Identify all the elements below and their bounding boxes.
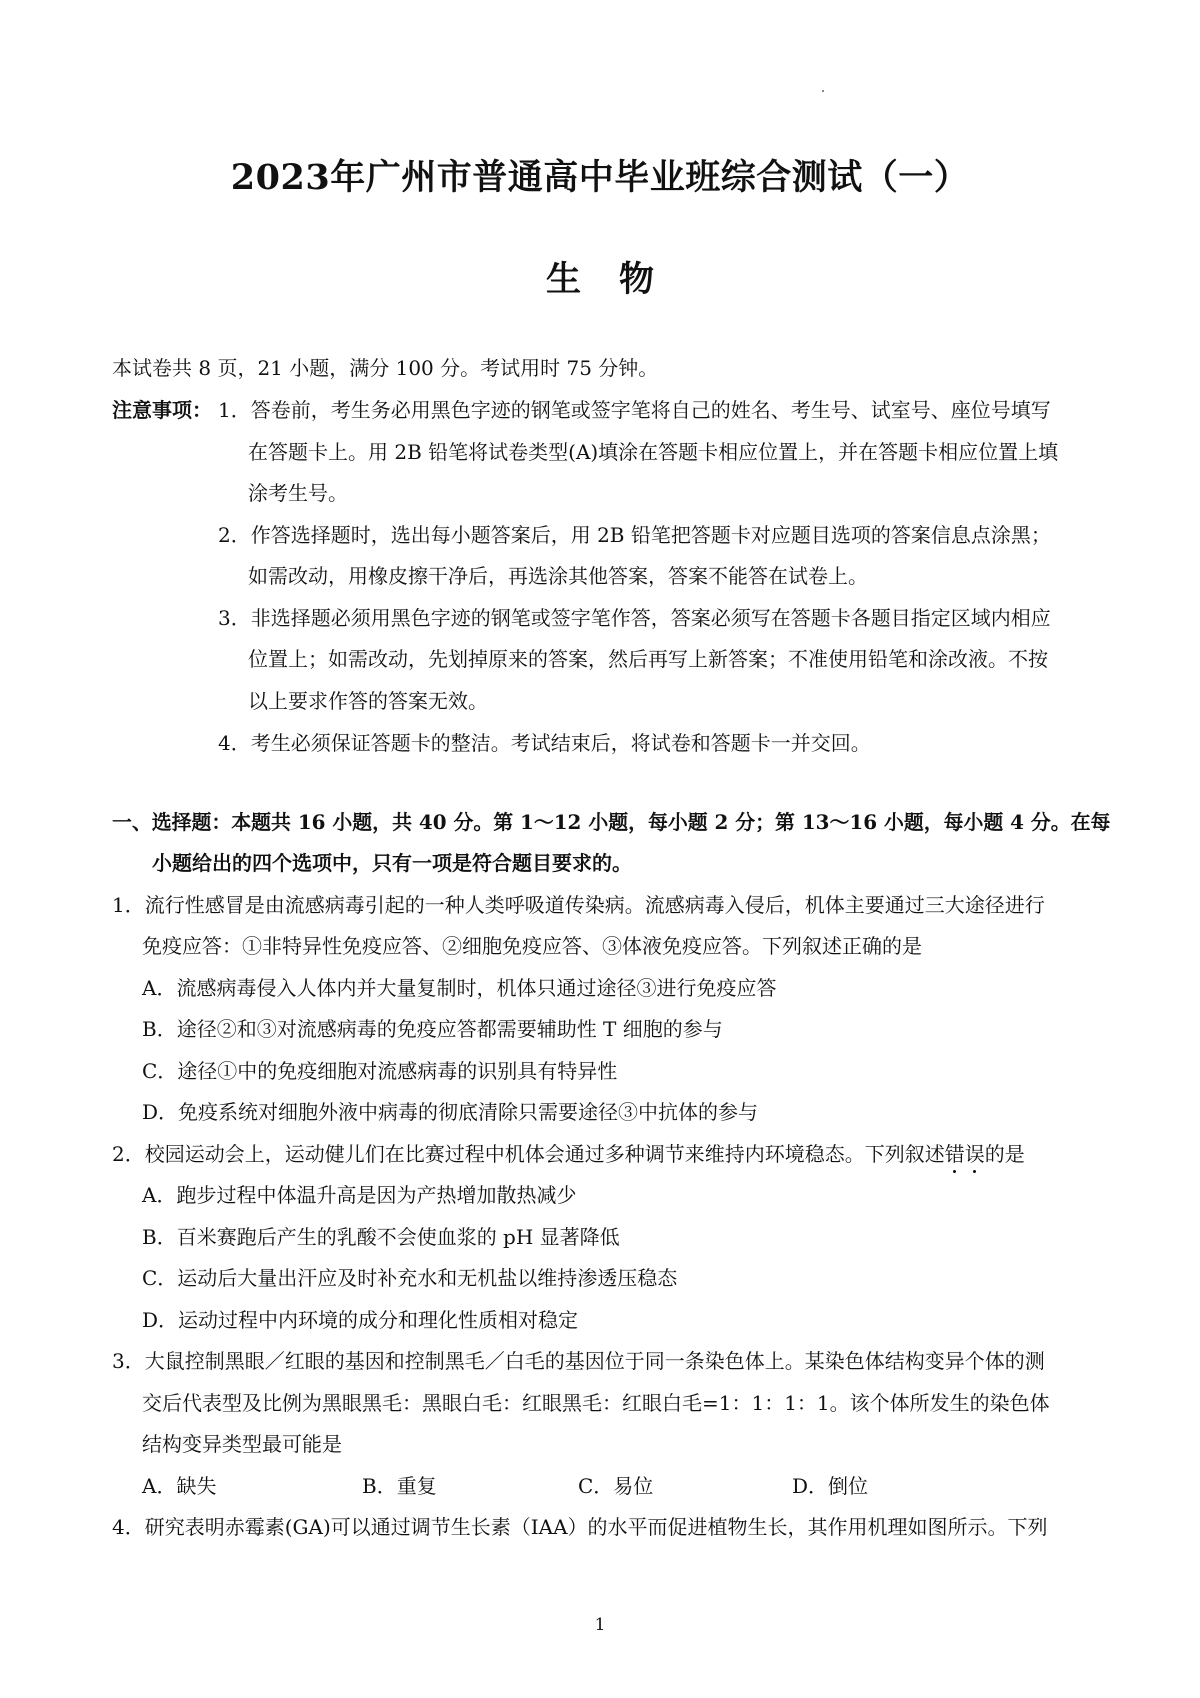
q2-emphasis-char-2: 误 (964, 1142, 985, 1166)
q2-stem-suffix: 的是 (984, 1142, 1025, 1166)
scan-speck (822, 90, 824, 92)
notice-label: 注意事项： (112, 398, 212, 422)
notice-item-1-line-1: 1．答卷前，考生务必用黑色字迹的钢笔或签字笔将自己的姓名、考生号、试室号、座位号填写 (218, 398, 1051, 422)
exam-intro: 本试卷共 8 页，21 小题，满分 100 分。考试用时 75 分钟。 (112, 356, 659, 380)
q2-option-d: D．运动过程中内环境的成分和理化性质相对稳定 (142, 1308, 579, 1332)
q3-option-a: A．缺失 (142, 1474, 217, 1498)
notice-item-3-line-1: 3．非选择题必须用黑色字迹的钢笔或签字笔作答，答案必须写在答题卡各题目指定区域内相应 (218, 606, 1051, 630)
section-1-heading-line-1: 一、选择题：本题共 16 小题，共 40 分。第 1～12 小题，每小题 2 分；第 13～16 小题，每小题 4 分。在每 (112, 810, 1111, 834)
q1-stem-line-2: 免疫应答：①非特异性免疫应答、②细胞免疫应答、③体液免疫应答。下列叙述正确的是 (142, 934, 922, 958)
notice-item-3-line-2: 位置上；如需改动，先划掉原来的答案，然后再写上新答案；不准使用铅笔和涂改液。不按 (248, 647, 1048, 671)
q1-option-c: C．途径①中的免疫细胞对流感病毒的识别具有特异性 (142, 1059, 618, 1083)
q3-option-c: C．易位 (578, 1474, 654, 1498)
q2-option-a: A．跑步过程中体温升高是因为产热增加散热减少 (142, 1183, 577, 1207)
q2-stem-prefix: 2．校园运动会上，运动健儿们在比赛过程中机体会通过多种调节来维持内环境稳态。下列叙述 (112, 1142, 945, 1166)
notice-item-2-line-1: 2．作答选择题时，选出每小题答案后，用 2B 铅笔把答题卡对应题目选项的答案信息点涂黑； (218, 523, 1051, 547)
q2-option-c: C．运动后大量出汗应及时补充水和无机盐以维持渗透压稳态 (142, 1266, 678, 1290)
q3-option-b: B．重复 (362, 1474, 437, 1498)
q4-stem-line-1: 4．研究表明赤霉素(GA)可以通过调节生长素（IAA）的水平而促进植物生长，其作用机理如图所示。下列 (112, 1515, 1048, 1539)
q1-option-a: A．流感病毒侵入人体内并大量复制时，机体只通过途径③进行免疫应答 (142, 976, 777, 1000)
q1-option-b: B．途径②和③对流感病毒的免疫应答都需要辅助性 T 细胞的参与 (142, 1017, 723, 1041)
q2-option-b: B．百米赛跑后产生的乳酸不会使血浆的 pH 显著降低 (142, 1225, 620, 1249)
subject-title: 生物 (545, 259, 692, 300)
notice-item-3-line-3: 以上要求作答的答案无效。 (248, 689, 488, 713)
q3-stem-line-3: 结构变异类型最可能是 (142, 1432, 342, 1456)
section-1-heading-line-2: 小题给出的四个选项中，只有一项是符合题目要求的。 (152, 851, 632, 875)
q3-stem-line-2: 交后代表型及比例为黑眼黑毛：黑眼白毛：红眼黑毛：红眼白毛=1：1：1：1。该个体所发生的染色体 (142, 1391, 1050, 1415)
notice-item-1-line-2: 在答题卡上。用 2B 铅笔将试卷类型(A)填涂在答题卡相应位置上，并在答题卡相应位置上填 (248, 440, 1059, 464)
q1-option-d: D．免疫系统对细胞外液中病毒的彻底清除只需要途径③中抗体的参与 (142, 1100, 759, 1124)
notice-item-4-line-1: 4．考生必须保证答题卡的整洁。考试结束后，将试卷和答题卡一并交回。 (218, 731, 871, 755)
exam-title: 2023年广州市普通高中毕业班综合测试（一） (230, 157, 970, 198)
notice-item-1-line-3: 涂考生号。 (248, 481, 348, 505)
q3-stem-line-1: 3．大鼠控制黑眼／红眼的基因和控制黑毛／白毛的基因位于同一条染色体上。某染色体结构变异个体的测 (112, 1349, 1045, 1373)
q3-option-d: D．倒位 (792, 1474, 869, 1498)
q1-stem-line-1: 1．流行性感冒是由流感病毒引起的一种人类呼吸道传染病。流感病毒入侵后，机体主要通过三大途径进行 (112, 893, 1045, 917)
notice-item-2-line-2: 如需改动，用橡皮擦干净后，再选涂其他答案，答案不能答在试卷上。 (248, 564, 868, 588)
q2-emphasis-char-1: 错 (944, 1142, 965, 1166)
page-number: 1 (594, 1615, 606, 1635)
q2-stem (112, 1138, 1025, 1167)
